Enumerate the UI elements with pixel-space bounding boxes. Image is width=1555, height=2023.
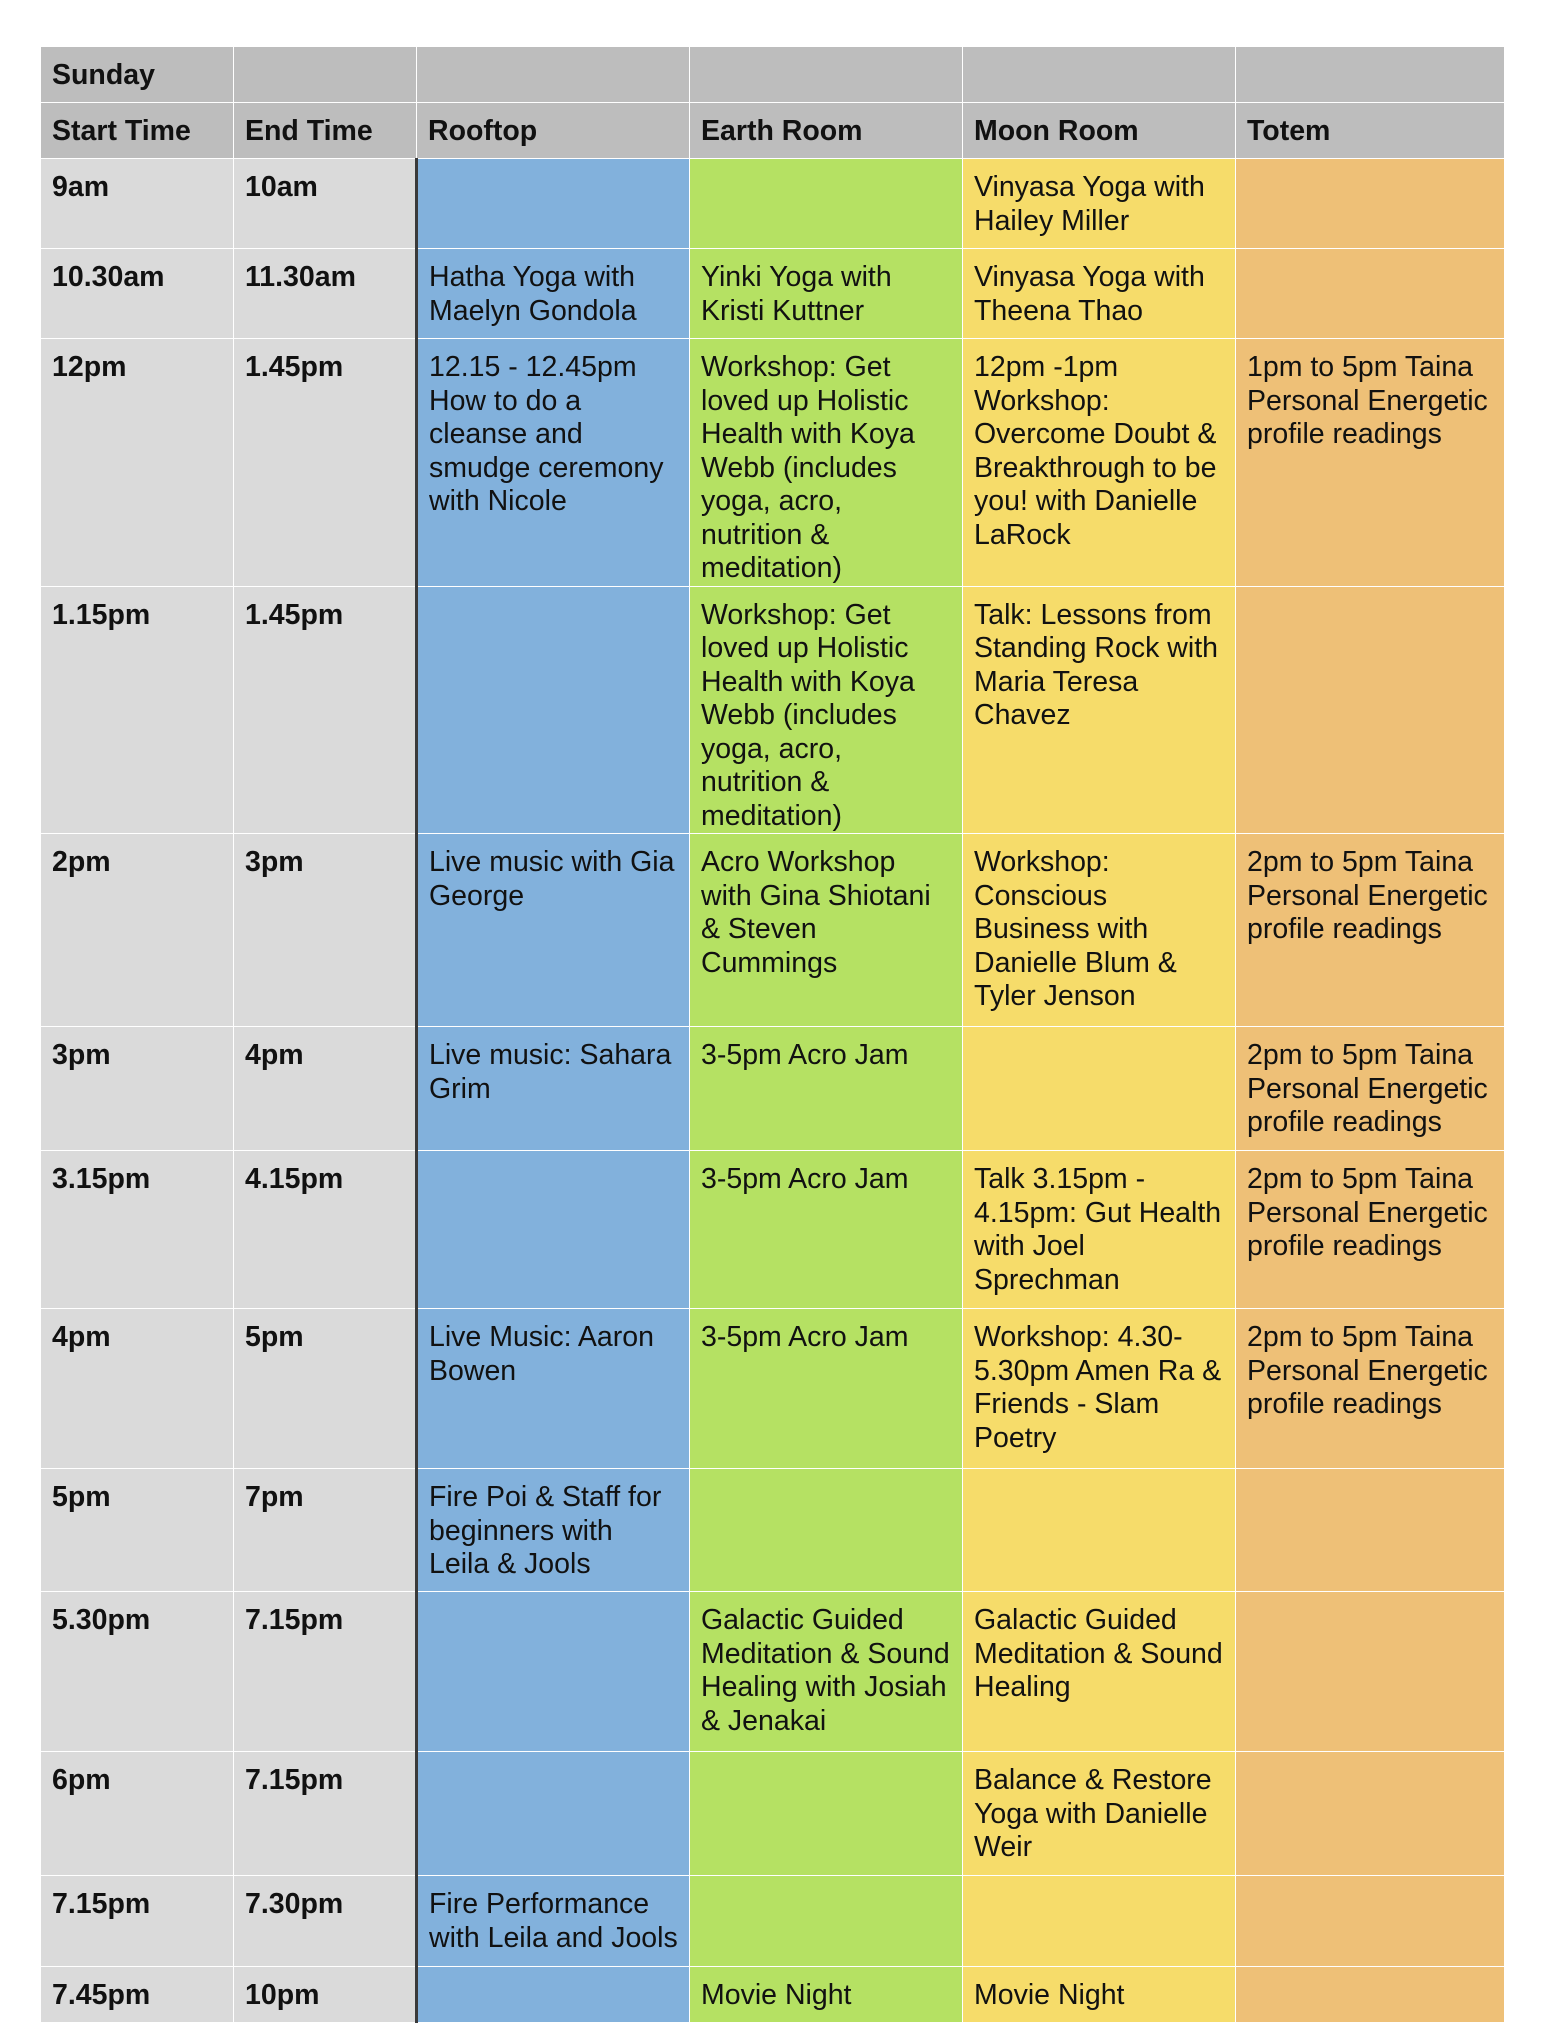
- earth-room-cell: Galactic Guided Meditation & Sound Healing with Josiah & Jenakai: [690, 1592, 963, 1752]
- earth-room-cell: Movie Night: [690, 1967, 963, 2023]
- rooftop-cell: 12.15 - 12.45pm How to do a cleanse and smudge ceremony with Nicole: [417, 339, 690, 587]
- end-time-cell: 11.30am: [234, 249, 417, 339]
- header-rooftop: Rooftop: [417, 103, 690, 159]
- rooftop-cell: Live Music: Aaron Bowen: [417, 1309, 690, 1469]
- start-time-cell: 5pm: [41, 1469, 234, 1592]
- start-time-cell: 7.15pm: [41, 1876, 234, 1967]
- end-time-cell: 10pm: [234, 1967, 417, 2023]
- header-start-time: Start Time: [41, 103, 234, 159]
- moon-room-cell: Workshop: 4.30-5.30pm Amen Ra & Friends - Slam Poetry: [963, 1309, 1236, 1469]
- earth-room-cell: Acro Workshop with Gina Shiotani & Steven Cummings: [690, 834, 963, 1027]
- moon-room-cell: Vinyasa Yoga with Hailey Miller: [963, 159, 1236, 249]
- table-row: [41, 1469, 1505, 1592]
- start-time-cell: 10.30am: [41, 249, 234, 339]
- totem-cell: [1236, 1752, 1505, 1876]
- table-row: [41, 586, 1505, 834]
- table-row: [41, 1027, 1505, 1151]
- header-moon-room: Moon Room: [963, 103, 1236, 159]
- moon-room-cell: Workshop: Conscious Business with Danielle Blum & Tyler Jenson: [963, 834, 1236, 1027]
- table-row: [41, 834, 1505, 1027]
- totem-cell: 2pm to 5pm Taina Personal Energetic profile readings: [1236, 1309, 1505, 1469]
- moon-room-cell: [963, 1469, 1236, 1592]
- end-time-cell: 1.45pm: [234, 339, 417, 587]
- earth-room-cell: [690, 1752, 963, 1876]
- moon-room-cell: Talk: Lessons from Standing Rock with Maria Teresa Chavez: [963, 586, 1236, 834]
- rooftop-cell: [417, 586, 690, 834]
- end-time-cell: 7.15pm: [234, 1752, 417, 1876]
- header-totem: Totem: [1236, 103, 1505, 159]
- rooftop-cell: [417, 1752, 690, 1876]
- start-time-cell: 3.15pm: [41, 1151, 234, 1309]
- header-end-time: End Time: [234, 103, 417, 159]
- end-time-cell: 7.15pm: [234, 1592, 417, 1752]
- earth-room-cell: [690, 1876, 963, 1967]
- totem-cell: [1236, 249, 1505, 339]
- day-header-row: [41, 47, 1505, 103]
- totem-cell: [1236, 1469, 1505, 1592]
- moon-room-cell: Talk 3.15pm - 4.15pm: Gut Health with Joel Sprechman: [963, 1151, 1236, 1309]
- moon-room-cell: Balance & Restore Yoga with Danielle Weir: [963, 1752, 1236, 1876]
- earth-room-cell: Yinki Yoga with Kristi Kuttner: [690, 249, 963, 339]
- rooftop-cell: [417, 159, 690, 249]
- earth-room-cell: Workshop: Get loved up Holistic Health with Koya Webb (includes yoga, acro, nutrition & meditation): [690, 586, 963, 834]
- start-time-cell: 2pm: [41, 834, 234, 1027]
- end-time-cell: 7pm: [234, 1469, 417, 1592]
- totem-cell: [1236, 1592, 1505, 1752]
- totem-cell: 2pm to 5pm Taina Personal Energetic profile readings: [1236, 1151, 1505, 1309]
- end-time-cell: 5pm: [234, 1309, 417, 1469]
- column-header-row: [41, 103, 1505, 159]
- rooftop-cell: Live music with Gia George: [417, 834, 690, 1027]
- totem-cell: [1236, 586, 1505, 834]
- start-time-cell: 12pm: [41, 339, 234, 587]
- table-row: [41, 1151, 1505, 1309]
- table-row: [41, 1309, 1505, 1469]
- table-row: [41, 1876, 1505, 1967]
- moon-room-cell: Movie Night: [963, 1967, 1236, 2023]
- end-time-cell: 4pm: [234, 1027, 417, 1151]
- totem-cell: [1236, 1967, 1505, 2023]
- table-row: [41, 249, 1505, 339]
- end-time-cell: 7.30pm: [234, 1876, 417, 1967]
- start-time-cell: 6pm: [41, 1752, 234, 1876]
- rooftop-cell: [417, 1151, 690, 1309]
- moon-room-cell: [963, 1876, 1236, 1967]
- totem-cell: 1pm to 5pm Taina Personal Energetic profile readings: [1236, 339, 1505, 587]
- totem-cell: 2pm to 5pm Taina Personal Energetic profile readings: [1236, 1027, 1505, 1151]
- rooftop-cell: Fire Performance with Leila and Jools: [417, 1876, 690, 1967]
- earth-room-cell: 3-5pm Acro Jam: [690, 1027, 963, 1151]
- rooftop-cell: Hatha Yoga with Maelyn Gondola: [417, 249, 690, 339]
- end-time-cell: 3pm: [234, 834, 417, 1027]
- totem-cell: [1236, 1876, 1505, 1967]
- moon-room-cell: [963, 1027, 1236, 1151]
- moon-room-cell: 12pm -1pm Workshop: Overcome Doubt & Breakthrough to be you! with Danielle LaRock: [963, 339, 1236, 587]
- rooftop-cell: Fire Poi & Staff for beginners with Leila & Jools: [417, 1469, 690, 1592]
- moon-room-cell: Galactic Guided Meditation & Sound Healing: [963, 1592, 1236, 1752]
- totem-cell: [1236, 159, 1505, 249]
- earth-room-cell: [690, 159, 963, 249]
- start-time-cell: 7.45pm: [41, 1967, 234, 2023]
- end-time-cell: 4.15pm: [234, 1151, 417, 1309]
- start-time-cell: 5.30pm: [41, 1592, 234, 1752]
- moon-room-cell: Vinyasa Yoga with Theena Thao: [963, 249, 1236, 339]
- earth-room-cell: 3-5pm Acro Jam: [690, 1309, 963, 1469]
- table-row: [41, 159, 1505, 249]
- table-row: [41, 1967, 1505, 2023]
- rooftop-cell: Live music: Sahara Grim: [417, 1027, 690, 1151]
- earth-room-cell: [690, 1469, 963, 1592]
- table-row: [41, 1592, 1505, 1752]
- end-time-cell: 1.45pm: [234, 586, 417, 834]
- header-earth-room: Earth Room: [690, 103, 963, 159]
- start-time-cell: 4pm: [41, 1309, 234, 1469]
- schedule-table: [40, 46, 1505, 2023]
- end-time-cell: 10am: [234, 159, 417, 249]
- table-row: [41, 339, 1505, 587]
- rooftop-cell: [417, 1592, 690, 1752]
- day-label: Sunday: [41, 47, 234, 103]
- start-time-cell: 1.15pm: [41, 586, 234, 834]
- table-row: [41, 1752, 1505, 1876]
- earth-room-cell: 3-5pm Acro Jam: [690, 1151, 963, 1309]
- earth-room-cell: Workshop: Get loved up Holistic Health with Koya Webb (includes yoga, acro, nutrition & meditation): [690, 339, 963, 587]
- rooftop-cell: [417, 1967, 690, 2023]
- start-time-cell: 3pm: [41, 1027, 234, 1151]
- totem-cell: 2pm to 5pm Taina Personal Energetic profile readings: [1236, 834, 1505, 1027]
- start-time-cell: 9am: [41, 159, 234, 249]
